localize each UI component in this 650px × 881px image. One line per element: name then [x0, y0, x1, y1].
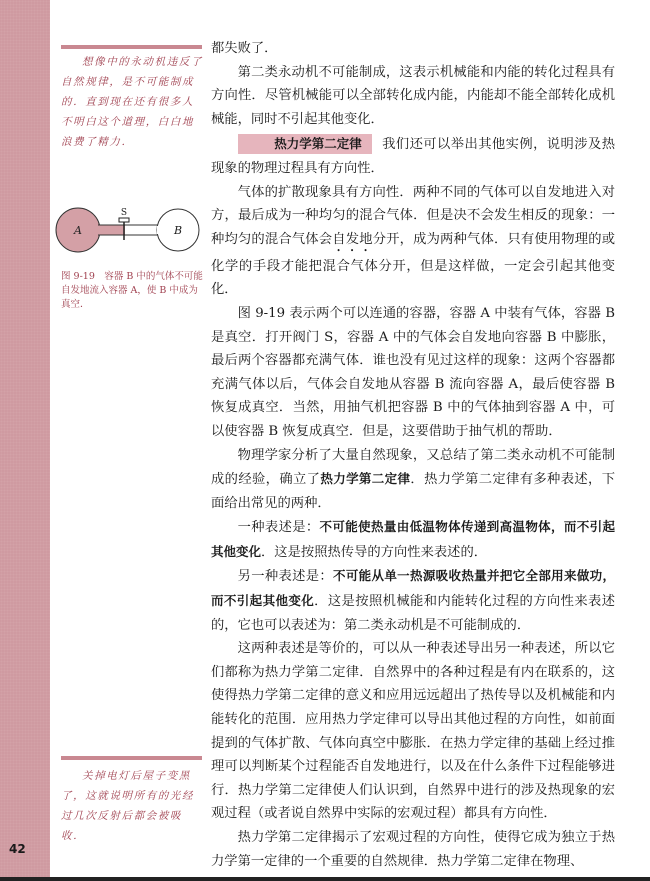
bold-term: 热力学第二定律	[320, 471, 411, 487]
bold-statement: 不可能使热量由低温物体传递到高温物体，而不引起其他变化	[211, 519, 615, 559]
margin-note-rule	[61, 756, 202, 760]
margin-note-light-absorption: 关掉电灯后屋子变黑了，这就说明所有的光经过几次反射后都会被吸收．	[61, 770, 195, 842]
bold-statement: 不可能从单一热源吸收热量并把它全部用来做功，而不引起其他变化	[211, 568, 615, 609]
paragraph: 热力学第二定律揭示了宏观过程的方向性，使得它成为独立于热力学第一定律的一个重要的自然规律．热力学第二定律在物理、	[211, 830, 615, 869]
page-number: 42	[9, 842, 26, 856]
label-container-b: B	[173, 224, 183, 237]
figure-caption: 图 9-19 容器 B 中的气体不可能自发地流入容器 A，使 B 中成为真空．	[61, 271, 203, 310]
margin-note-perpetual-motion: 想像中的永动机违反了自然规律，是不可能制成的．直到现在还有很多人不明白这个道理，白白地浪费了精力．	[61, 56, 203, 148]
label-container-a: A	[74, 224, 82, 237]
paragraph: 另一种表述是：不可能从单一热源吸收热量并把它全部用来做功，而不引起其他变化．这是按照机械能和内能转化过程的方向性来表述的，它也可以表述为：第二类永动机是不可能制成的．	[211, 568, 615, 633]
paragraph: 一种表述是：不可能使热量由低温物体传递到高温物体，而不引起其他变化．这是按照热传导的方向性来表述的．	[211, 519, 615, 560]
main-text-column	[211, 37, 615, 873]
paragraph: 图 9-19 表示两个可以连通的容器，容器 A 中装有气体，容器 B 是真空．打开阀门 S，容器 A 中的气体会自发地向容器 B 中膨胀，最后两个容器都充满气体．谁也没有见过这样的现象：这两个容器都充满气体以后，气体会自发地从容器 B 流向容器 A，最后使容器 B 恢复成真空．当然，用抽气机把容器 B 中的气体抽到容器 A 中，可以使容器 B 恢复成真空．但是，这要借助于抽气机的帮助．	[211, 305, 615, 439]
label-valve-s: S	[120, 208, 128, 218]
paragraph: 都失败了．	[211, 41, 278, 56]
paragraph: 第二类永动机不可能制成，这表示机械能和内能的转化过程具有方向性．尽管机械能可以全部转化成内能，内能却不能全部转化成机械能，同时不引起其他变化．	[211, 64, 615, 127]
paragraph: 物理学家分析了大量自然现象，又总结了第二类永动机不可能制成的经验，确立了热力学第二定律．热力学第二定律有多种表述，下面给出常见的两种．	[211, 447, 616, 511]
emphasis-dotted: 自发地	[332, 231, 373, 247]
section-heading: 热力学第二定律	[238, 134, 372, 154]
paragraph: 热力学第二定律 我们还可以举出其他实例，说明涉及热现象的物理过程具有方向性．	[211, 136, 615, 176]
page-bottom-border	[0, 877, 650, 881]
paragraph: 气体的扩散现象具有方向性．两种不同的气体可以自发地进入对方，最后成为一种均匀的混合气体．但是决不会发生相反的现象：一种均匀的混合气体会自发地分开，成为两种气体．只有使用物理的或化学的手段才能把混合气体分开，但是这样做，一定会引起其他变化．	[211, 184, 616, 298]
paragraph: 这两种表述是等价的，可以从一种表述导出另一种表述，所以它们都称为热力学第二定律．自然界中的各种过程是有内在联系的，这使得热力学第二定律的意义和应用远远超出了热传导以及机械能和内能转化的范围．应用热力学定律可以导出其他过程的方向性，如前面提到的气体扩散、气体向真空中膨胀．在热力学定律的基础上经过推理可以判断某个过程能否自发地进行，以及在什么条件下过程能够进行．热力学第二定律使人们认识到，自然界中进行的涉及热现象的宏观过程（或者说自然界中实际的宏观过程）都具有方向性．	[211, 641, 615, 822]
page-margin-strip	[0, 0, 50, 877]
margin-note-rule	[61, 45, 202, 49]
figure-9-19-containers	[55, 200, 205, 265]
